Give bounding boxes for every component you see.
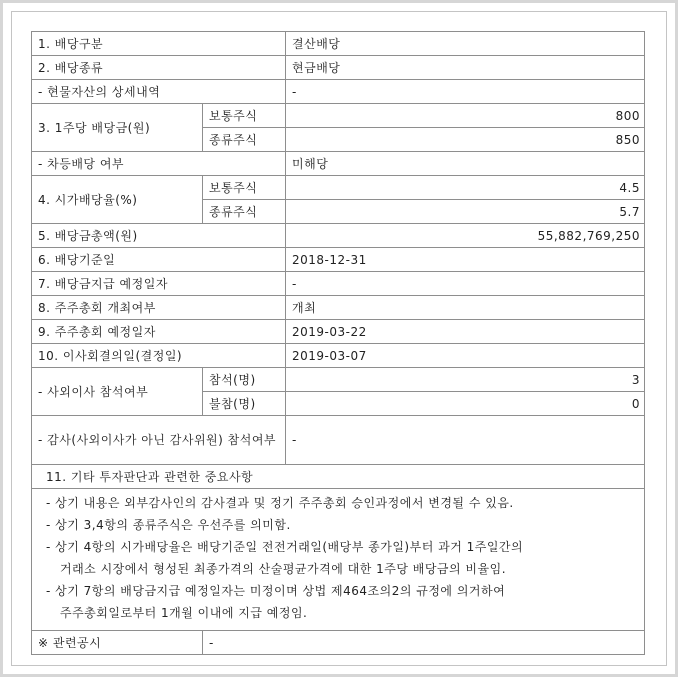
value-cell: - xyxy=(286,272,645,296)
label-cell: - 차등배당 여부 xyxy=(32,152,286,176)
sub-label-cell: 보통주식 xyxy=(203,104,286,128)
table-row xyxy=(32,152,645,176)
table-row xyxy=(32,224,645,248)
sub-label-cell: 보통주식 xyxy=(203,176,286,200)
label-cell: ※ 관련공시 xyxy=(32,631,203,655)
value-cell: - xyxy=(203,631,645,655)
label-cell: 6. 배당기준일 xyxy=(32,248,286,272)
table-row xyxy=(32,104,645,128)
table-row xyxy=(32,272,645,296)
sub-label-cell: 참석(명) xyxy=(203,368,286,392)
value-cell: 800 xyxy=(286,104,645,128)
table-row xyxy=(32,320,645,344)
note-line: - 상기 4항의 시가배당율은 배당기준일 전전거래일(배당부 종가일)부터 과거 1주일간의 xyxy=(46,540,524,554)
value-cell: 결산배당 xyxy=(286,32,645,56)
label-cell: 2. 배당종류 xyxy=(32,56,286,80)
table-row xyxy=(32,416,645,465)
value-cell: 현금배당 xyxy=(286,56,645,80)
table-row xyxy=(32,465,645,489)
table-row xyxy=(32,80,645,104)
notes-cell xyxy=(32,489,645,631)
label-cell: - 감사(사외이사가 아닌 감사위원) 참석여부 xyxy=(32,416,286,465)
value-cell: 55,882,769,250 xyxy=(286,224,645,248)
value-cell: 2018-12-31 xyxy=(286,248,645,272)
label-cell: 7. 배당금지급 예정일자 xyxy=(32,272,286,296)
value-cell: 850 xyxy=(286,128,645,152)
label-cell: 3. 1주당 배당금(원) xyxy=(32,104,203,152)
table-row xyxy=(32,489,645,631)
table-row xyxy=(32,631,645,655)
value-cell: 미해당 xyxy=(286,152,645,176)
dividend-disclosure-table xyxy=(31,31,645,655)
note-line: - 상기 내용은 외부감사인의 감사결과 및 정기 주주총회 승인과정에서 변경될 수 있음. xyxy=(46,496,514,510)
label-cell: 8. 주주총회 개최여부 xyxy=(32,296,286,320)
note-line-continued: 주주총회일로부터 1개월 이내에 지급 예정임. xyxy=(60,606,308,620)
table-row xyxy=(32,296,645,320)
note-line: - 상기 7항의 배당금지급 예정일자는 미정이며 상법 제464조의2의 규정에 의거하여 xyxy=(46,584,506,598)
table-row xyxy=(32,176,645,200)
sub-label-cell: 종류주식 xyxy=(203,200,286,224)
label-cell: 5. 배당금총액(원) xyxy=(32,224,286,248)
value-cell: 2019-03-22 xyxy=(286,320,645,344)
value-cell: 2019-03-07 xyxy=(286,344,645,368)
label-cell: 1. 배당구분 xyxy=(32,32,286,56)
value-cell: 3 xyxy=(286,368,645,392)
section-heading: 11. 기타 투자판단과 관련한 중요사항 xyxy=(32,465,645,489)
table-row xyxy=(32,248,645,272)
value-cell: 4.5 xyxy=(286,176,645,200)
table-row xyxy=(32,56,645,80)
label-cell: - 현물자산의 상세내역 xyxy=(32,80,286,104)
label-cell: 10. 이사회결의일(결정일) xyxy=(32,344,286,368)
table-row xyxy=(32,368,645,392)
sub-label-cell: 불참(명) xyxy=(203,392,286,416)
note-line: - 상기 3,4항의 종류주식은 우선주를 의미함. xyxy=(46,518,291,532)
sub-label-cell: 종류주식 xyxy=(203,128,286,152)
value-cell: 0 xyxy=(286,392,645,416)
value-cell: - xyxy=(286,416,645,465)
note-line-continued: 거래소 시장에서 형성된 최종가격의 산술평균가격에 대한 1주당 배당금의 비율임. xyxy=(60,562,507,576)
label-cell: 4. 시가배당율(%) xyxy=(32,176,203,224)
table-row xyxy=(32,344,645,368)
value-cell: - xyxy=(286,80,645,104)
value-cell: 5.7 xyxy=(286,200,645,224)
value-cell: 개최 xyxy=(286,296,645,320)
label-cell: - 사외이사 참석여부 xyxy=(32,368,203,416)
label-cell: 9. 주주총회 예정일자 xyxy=(32,320,286,344)
table-row xyxy=(32,32,645,56)
